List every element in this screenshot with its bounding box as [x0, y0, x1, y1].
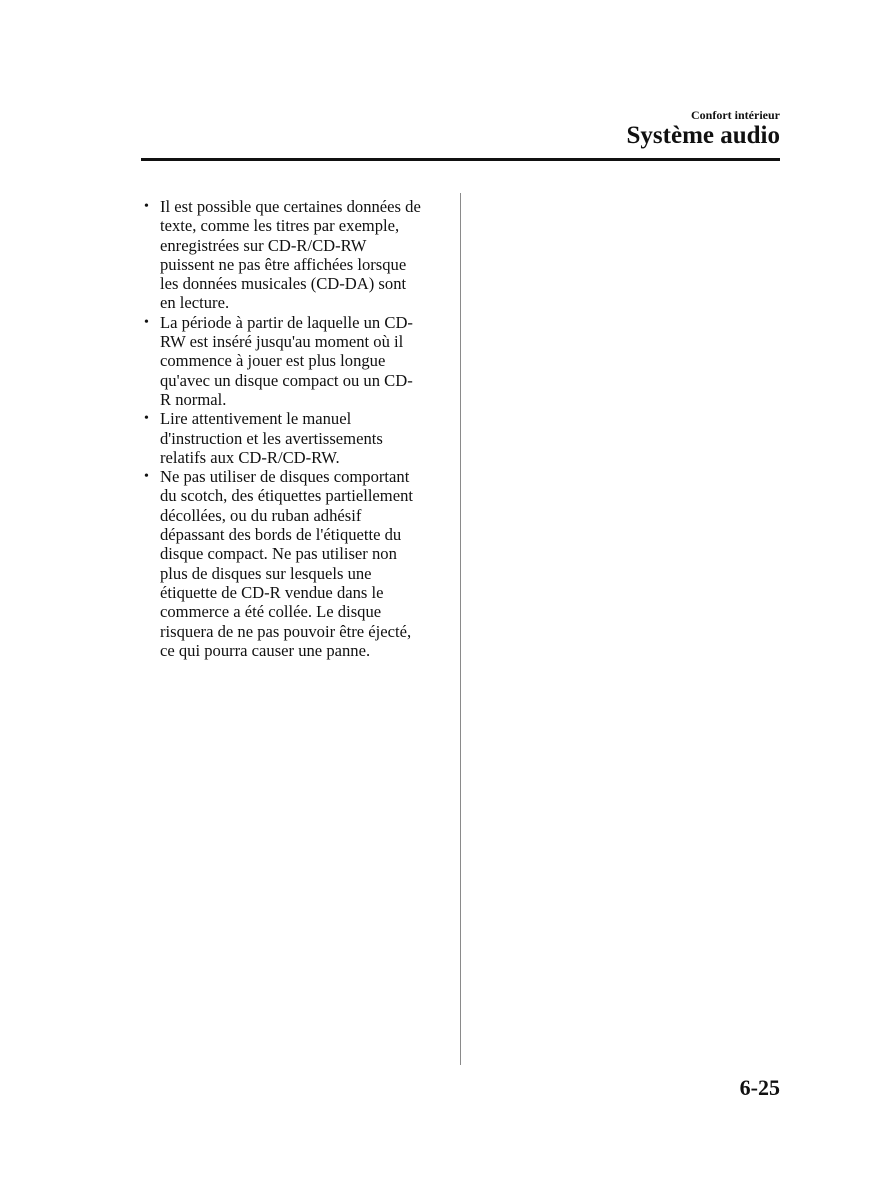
header-rule — [141, 158, 780, 161]
bullet-item-3 — [143, 409, 439, 467]
text-line: commence à jouer est plus longue — [160, 351, 386, 371]
text-line: plus de disques sur lesquels une — [160, 563, 372, 583]
text-line: relatifs aux CD-R/CD-RW. — [160, 447, 340, 467]
page-number: 6-25 — [739, 1075, 780, 1100]
text-line: du scotch, des étiquettes partiellement — [160, 486, 413, 506]
column-divider — [460, 193, 461, 1065]
bullet-item-4 — [143, 467, 439, 660]
text-line: d'instruction et les avertissements — [160, 428, 383, 448]
text-line: RW est inséré jusqu'au moment où il — [160, 332, 404, 352]
bullet-icon: • — [144, 411, 149, 427]
text-line: puissent ne pas être affichées lorsque — [160, 254, 407, 274]
bullet-list — [143, 197, 439, 660]
text-line: décollées, ou du ruban adhésif — [160, 505, 362, 525]
bullet-item-2 — [143, 313, 439, 409]
bullet-icon: • — [144, 314, 149, 330]
bullet-item-1 — [143, 197, 439, 313]
bullet-icon: • — [144, 469, 149, 485]
text-line: ce qui pourra causer une panne. — [160, 640, 371, 660]
text-line: les données musicales (CD-DA) sont — [160, 274, 407, 294]
text-line: dépassant des bords de l'étiquette du — [160, 525, 402, 545]
text-line: disque compact. Ne pas utiliser non — [160, 544, 397, 564]
page-title: Système audio — [626, 122, 780, 149]
text-line: texte, comme les titres par exemple, — [160, 216, 400, 236]
text-line: R normal. — [160, 389, 227, 409]
bullet-icon: • — [144, 199, 149, 214]
text-line: La période à partir de laquelle un CD- — [160, 312, 413, 332]
text-line: en lecture. — [160, 293, 230, 313]
text-line: risquera de ne pas pouvoir être éjecté, — [160, 621, 412, 641]
text-line: Ne pas utiliser de disques comportant — [160, 467, 410, 487]
text-line: étiquette de CD-R vendue dans le — [160, 582, 384, 602]
text-line: Lire attentivement le manuel — [160, 409, 352, 429]
text-line: enregistrées sur CD-R/CD-RW — [160, 235, 367, 255]
text-line: qu'avec un disque compact ou un CD- — [160, 370, 413, 390]
text-line: commerce a été collée. Le disque — [160, 602, 382, 622]
section-label: Confort intérieur — [691, 108, 780, 122]
text-line: Il est possible que certaines données de — [160, 197, 421, 216]
